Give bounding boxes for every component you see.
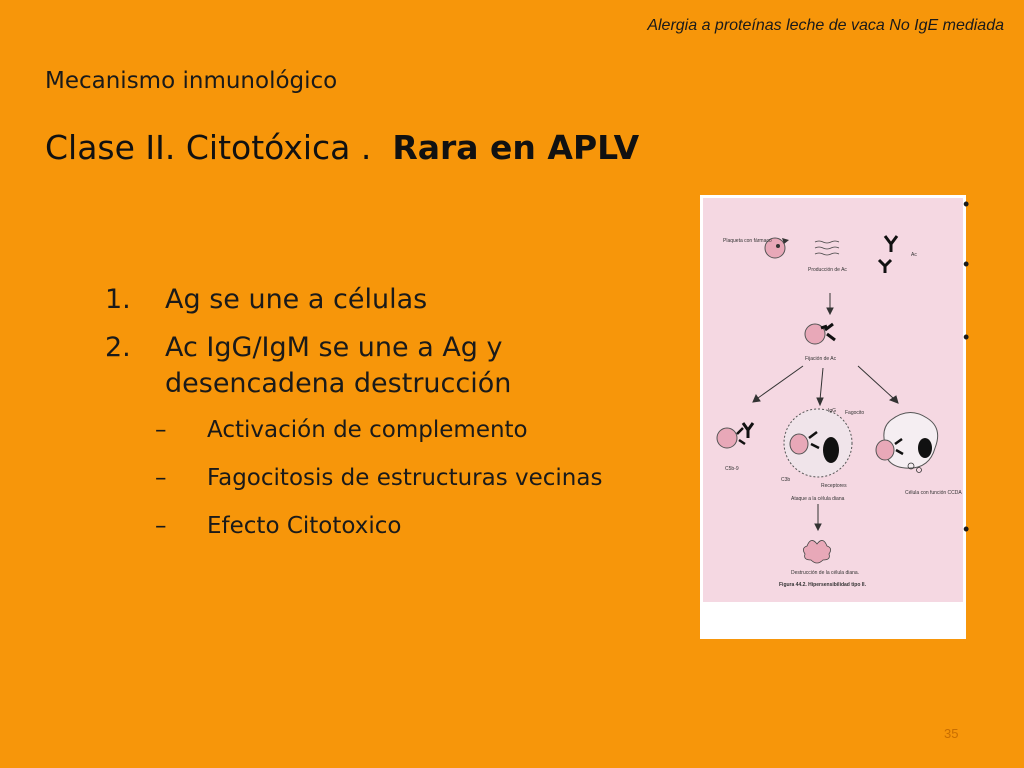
label-fagocito: Fagocito (845, 410, 865, 416)
destroyed-cell (803, 540, 830, 563)
label-ccda: Célula con función CCDA (905, 490, 962, 496)
label-ac: Ac (911, 252, 917, 258)
dash-item-2 (100, 462, 680, 494)
drug-dot (776, 244, 780, 248)
label-c3b: C3b (781, 477, 791, 483)
title-regular: Clase II. Citotóxica . (45, 128, 372, 167)
free-antibody (743, 423, 753, 438)
title-bold: Rara en APLV (392, 128, 640, 167)
label-igg: IgG (828, 408, 837, 414)
target-cell (790, 434, 808, 454)
slide-subtitle: Mecanismo inmunológico (45, 68, 338, 94)
page-number: 35 (944, 726, 959, 741)
ccda-granule (917, 468, 922, 473)
item-text: Ag se une a células (165, 284, 428, 315)
label-c5b9: C5b-9 (725, 466, 739, 472)
figure-diagram (703, 198, 963, 602)
item-number: 1. (105, 284, 131, 315)
item-text: Efecto Citotoxico (207, 513, 402, 539)
ccda-cell (884, 412, 938, 468)
side-bullet: • (963, 327, 970, 347)
phagocyte-nucleus (823, 437, 839, 463)
label-fijacion: Fijación de Ac (805, 356, 837, 362)
dash-bullet: – (155, 465, 167, 491)
header-note: Alergia a proteínas leche de vaca No IgE mediada (647, 17, 1004, 34)
side-bullet: • (963, 519, 970, 539)
side-bullet: • (963, 194, 970, 214)
label-produccion: Producción de Ac (808, 267, 847, 273)
antibody-icons (879, 236, 897, 273)
ccda-target (876, 440, 894, 460)
slide-title (45, 128, 639, 167)
slide-content (100, 282, 680, 558)
item-text: Ac IgG/IgM se une a Ag y desencadena destrucción (165, 332, 512, 399)
dash-item-3 (100, 510, 680, 542)
dash-bullet: – (155, 513, 167, 539)
wavy-arrows (815, 241, 839, 255)
label-plaqueta: Plaqueta con fármaco (723, 238, 772, 244)
numbered-item-1 (100, 282, 680, 318)
item-text: Activación de complemento (207, 417, 528, 443)
figure-image (703, 198, 963, 602)
dash-bullet: – (155, 417, 167, 443)
label-ataque: Ataque a la célula diana (791, 496, 845, 502)
ccda-nucleus (918, 438, 932, 458)
arrow-down-2 (815, 504, 821, 530)
complement-antibody (737, 428, 745, 444)
branch-arrows (753, 366, 898, 405)
item-text: Fagocitosis de estructuras vecinas (207, 465, 603, 491)
hypersensitivity-figure (700, 195, 966, 639)
label-receptores: Receptores (821, 483, 847, 489)
complement-cell (717, 428, 737, 448)
item-number: 2. (105, 332, 131, 363)
side-bullet: • (963, 254, 970, 274)
label-destruccion: Destrucción de la célula diana. (791, 570, 860, 576)
numbered-item-2 (100, 330, 680, 402)
dash-item-1 (100, 414, 680, 446)
figure-caption: Figura 44.2. Hipersensibilidad tipo II. (779, 582, 866, 588)
arrow-down-1 (827, 293, 833, 314)
